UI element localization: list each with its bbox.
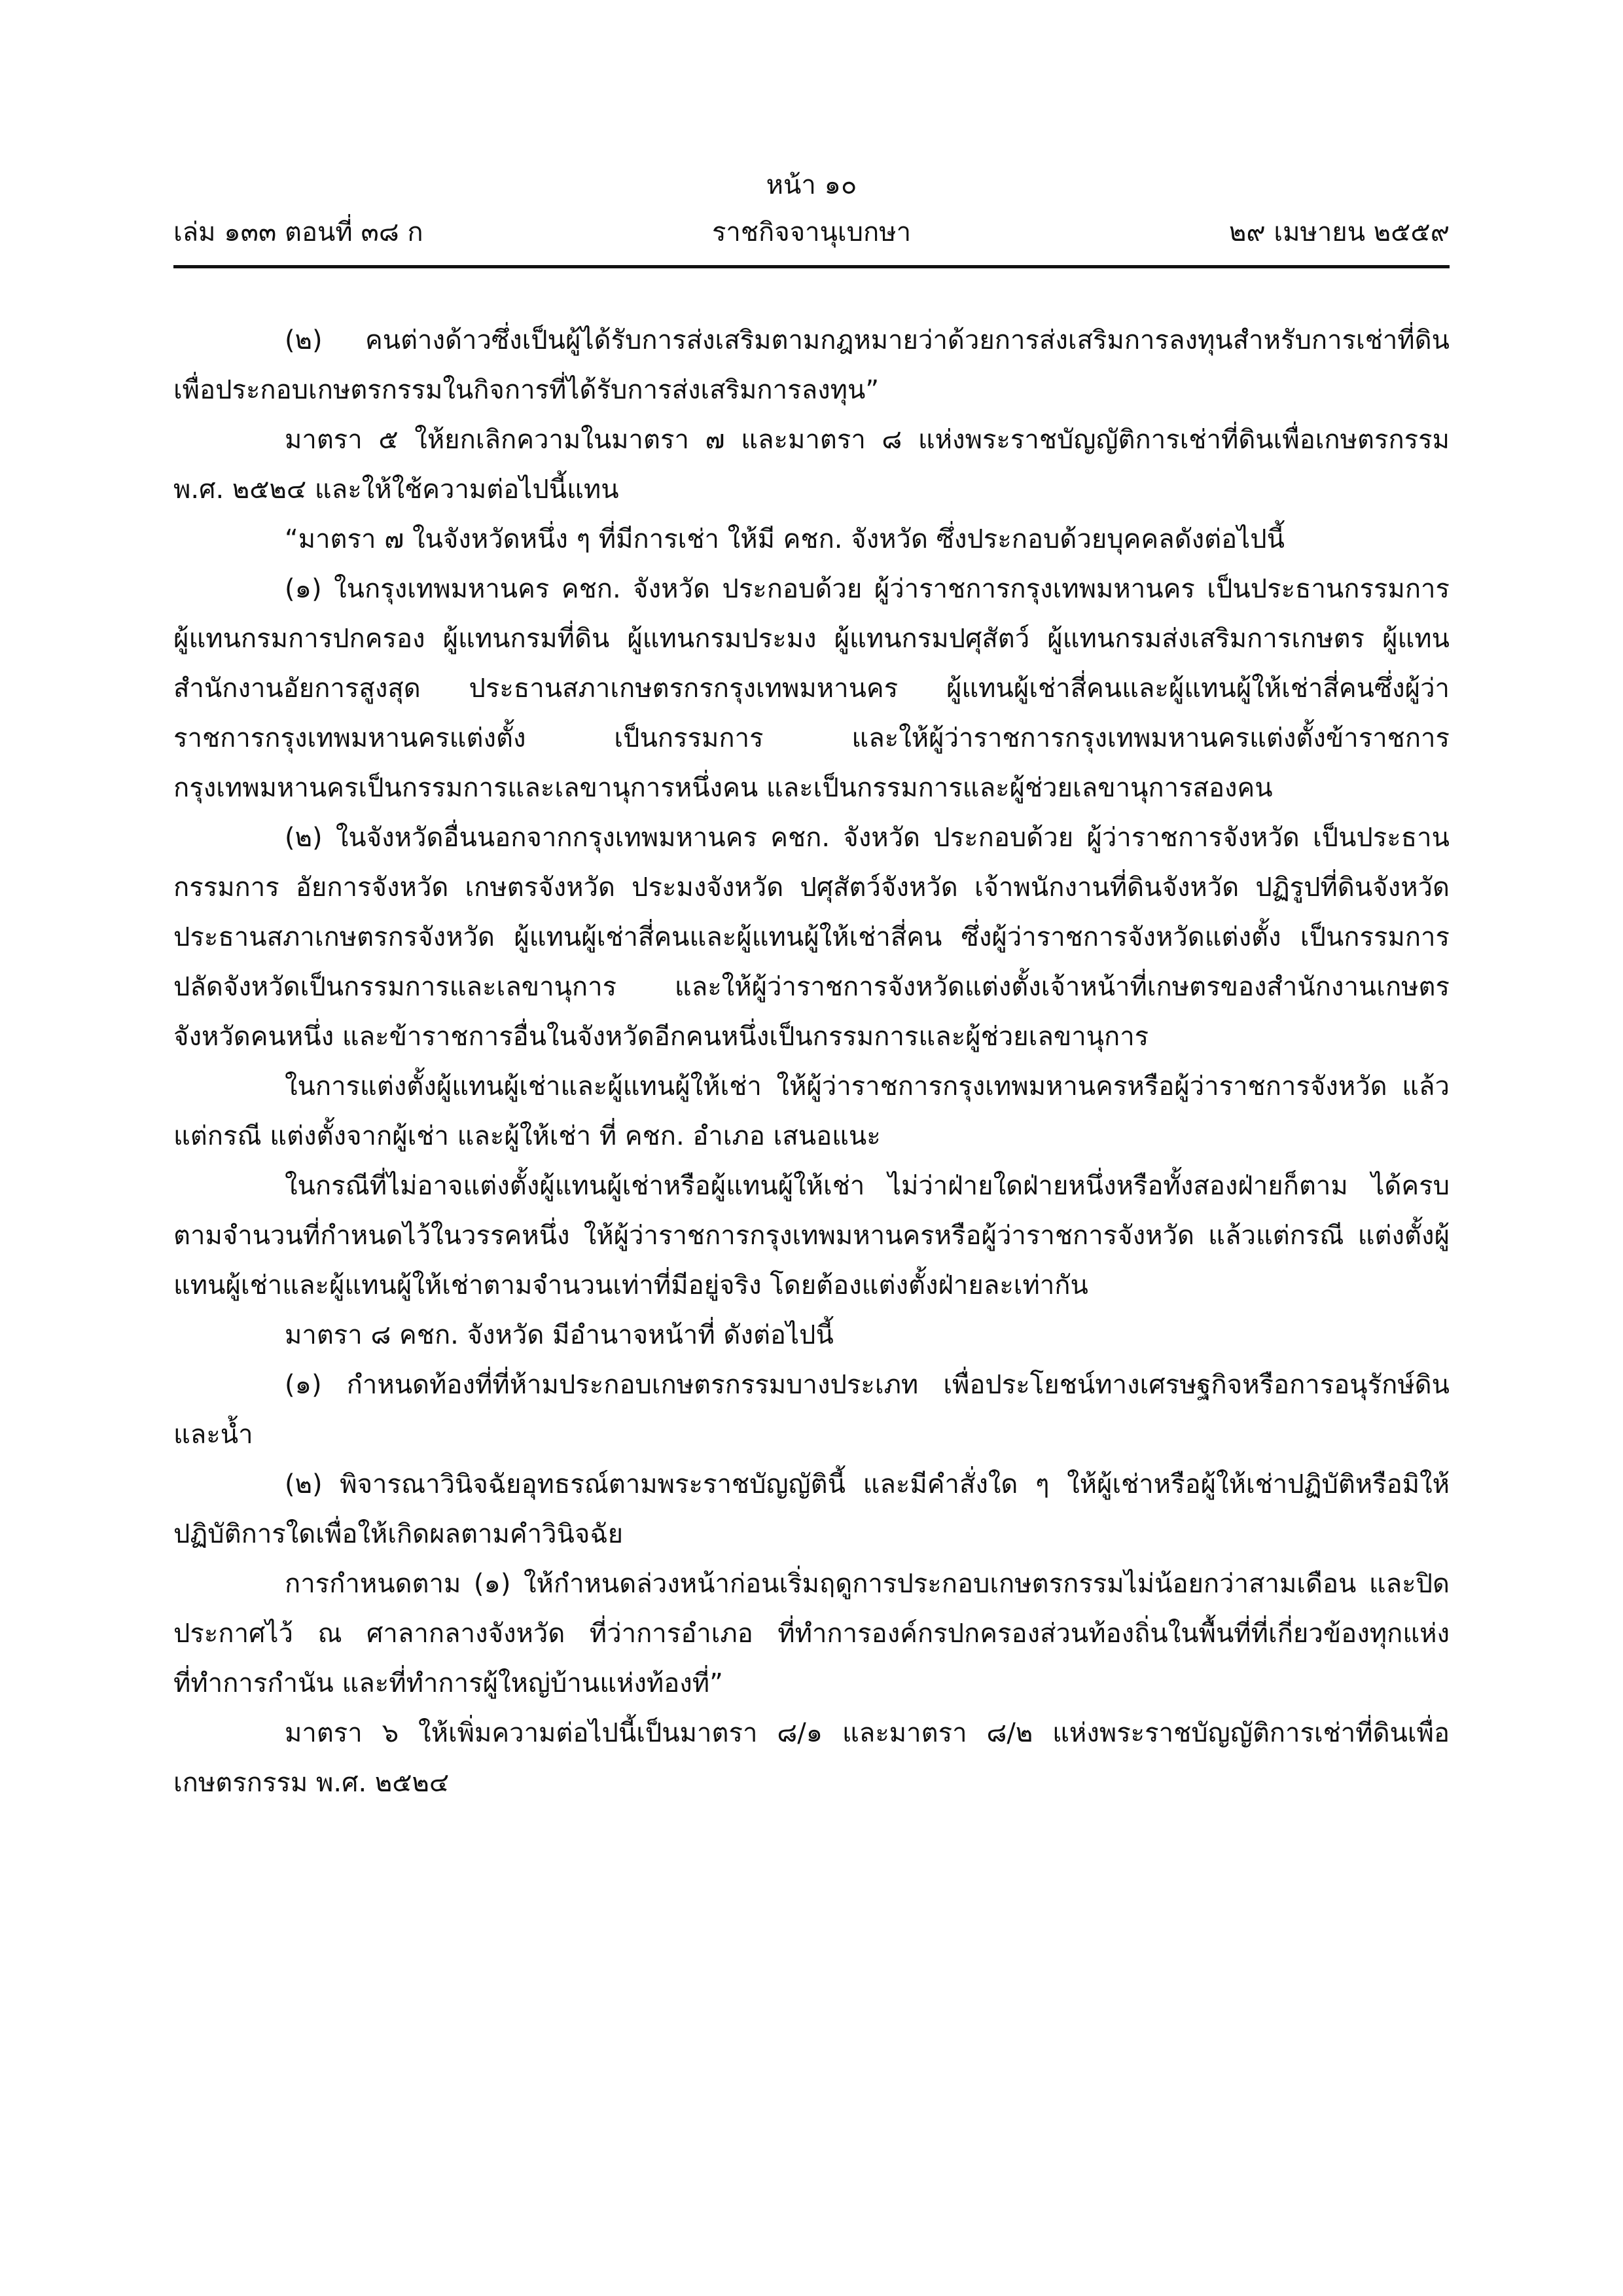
- paragraph-insufficient-representatives: ในกรณีที่ไม่อาจแต่งตั้งผู้แทนผู้เช่าหรือผู้แทนผู้ให้เช่า ไม่ว่าฝ่ายใดฝ่ายหนึ่งหรือทั้งสองฝ่ายก็ตาม ได้ครบตามจำนวนที่กำหนดไว้ในวรรคหนึ่ง ให้ผู้ว่าราชการกรุงเทพมหานครหรือผู้ว่าราชการจังหวัด แล้วแต่กรณี แต่งตั้งผู้แทนผู้เช่าและผู้แทนผู้ให้เช่าตามจำนวนเท่าที่มีอยู่จริง โดยต้องแต่งตั้งฝ่ายละเท่ากัน: [173, 1171, 1450, 1300]
- document-body: [173, 315, 1450, 1808]
- publication-date: ๒๙ เมษายน ๒๕๕๙: [1229, 217, 1450, 247]
- gazette-header: [0, 214, 1623, 253]
- paragraph-appointment: ในการแต่งตั้งผู้แทนผู้เช่าและผู้แทนผู้ให้เช่า ให้ผู้ว่าราชการกรุงเทพมหานครหรือผู้ว่าราชการจังหวัด แล้วแต่กรณี แต่งตั้งจากผู้เช่า และผู้ให้เช่า ที่ คชก. อำเภอ เสนอแนะ: [173, 1071, 1450, 1151]
- paragraph-bangkok-committee: (๑) ในกรุงเทพมหานคร คชก. จังหวัด ประกอบด้วย ผู้ว่าราชการกรุงเทพมหานคร เป็นประธานกรรมการ ผู้แทนกรมการปกครอง ผู้แทนกรมที่ดิน ผู้แทนกรมประมง ผู้แทนกรมปศุสัตว์ ผู้แทนกรมส่งเสริมการเกษตร ผู้แทนสำนักงานอัยการสูงสุด ประธานสภาเกษตรกรกรุงเทพมหานคร ผู้แทนผู้เช่าสี่คนและผู้แทนผู้ให้เช่าสี่คนซึ่งผู้ว่าราชการกรุงเทพมหานครแต่งตั้ง เป็นกรรมการ และให้ผู้ว่าราชการกรุงเทพมหานครแต่งตั้งข้าราชการกรุงเทพมหานครเป็นกรรมการและเลขานุการหนึ่งคน และเป็นกรรมการและผู้ช่วยเลขานุการสองคน: [173, 574, 1450, 803]
- paragraph-section-5: มาตรา ๕ ให้ยกเลิกความในมาตรา ๗ และมาตรา ๘ แห่งพระราชบัญญัติการเช่าที่ดินเพื่อเกษตรกรรม พ.ศ. ๒๕๒๔ และให้ใช้ความต่อไปนี้แทน: [173, 425, 1450, 505]
- publication-title: ราชกิจจานุเบกษา: [711, 217, 912, 247]
- volume-issue: เล่ม ๑๓๓ ตอนที่ ๓๘ ก: [173, 217, 423, 247]
- paragraph-alien-investor: (๒) คนต่างด้าวซึ่งเป็นผู้ได้รับการส่งเสริมตามกฎหมายว่าด้วยการส่งเสริมการลงทุนสำหรับการเช่าที่ดินเพื่อประกอบเกษตรกรรมในกิจการที่ได้รับการส่งเสริมการลงทุน”: [173, 325, 1450, 405]
- paragraph-announcement: การกำหนดตาม (๑) ให้กำหนดล่วงหน้าก่อนเริ่มฤดูการประกอบเกษตรกรรมไม่น้อยกว่าสามเดือน และปิดประกาศไว้ ณ ศาลากลางจังหวัด ที่ว่าการอำเภอ ที่ทำการองค์กรปกครองส่วนท้องถิ่นในพื้นที่ที่เกี่ยวข้องทุกแห่ง ที่ทำการกำนัน และที่ทำการผู้ใหญ่บ้านแห่งท้องที่”: [173, 1569, 1450, 1698]
- page-number: หน้า ๑๐: [766, 170, 857, 200]
- paragraph-section-6: มาตรา ๖ ให้เพิ่มความต่อไปนี้เป็นมาตรา ๘/๑ และมาตรา ๘/๒ แห่งพระราชบัญญัติการเช่าที่ดินเพื่อเกษตรกรรม พ.ศ. ๒๕๒๔: [173, 1718, 1450, 1798]
- paragraph-section-7: “มาตรา ๗ ในจังหวัดหนึ่ง ๆ ที่มีการเช่า ให้มี คชก. จังหวัด ซึ่งประกอบด้วยบุคคลดังต่อไปนี้: [285, 524, 1285, 554]
- paragraph-duty-2: (๒) พิจารณาวินิจฉัยอุทธรณ์ตามพระราชบัญญัตินี้ และมีคำสั่งใด ๆ ให้ผู้เช่าหรือผู้ให้เช่าปฏิบัติหรือมิให้ปฏิบัติการใดเพื่อให้เกิดผลตามคำวินิจฉัย: [173, 1469, 1450, 1549]
- paragraph-provincial-committee: (๒) ในจังหวัดอื่นนอกจากกรุงเทพมหานคร คชก. จังหวัด ประกอบด้วย ผู้ว่าราชการจังหวัด เป็นประธานกรรมการ อัยการจังหวัด เกษตรจังหวัด ประมงจังหวัด ปศุสัตว์จังหวัด เจ้าพนักงานที่ดินจังหวัด ปฏิรูปที่ดินจังหวัด ประธานสภาเกษตรกรจังหวัด ผู้แทนผู้เช่าสี่คนและผู้แทนผู้ให้เช่าสี่คน ซึ่งผู้ว่าราชการจังหวัดแต่งตั้ง เป็นกรรมการ ปลัดจังหวัดเป็นกรรมการและเลขานุการ และให้ผู้ว่าราชการจังหวัดแต่งตั้งเจ้าหน้าที่เกษตรของสำนักงานเกษตรจังหวัดคนหนึ่ง และข้าราชการอื่นในจังหวัดอีกคนหนึ่งเป็นกรรมการและผู้ช่วยเลขานุการ: [173, 823, 1450, 1052]
- paragraph-section-8: มาตรา ๘ คชก. จังหวัด มีอำนาจหน้าที่ ดังต่อไปนี้: [285, 1320, 834, 1350]
- header-divider: [173, 265, 1450, 268]
- paragraph-duty-1: (๑) กำหนดท้องที่ที่ห้ามประกอบเกษตรกรรมบางประเภท เพื่อประโยชน์ทางเศรษฐกิจหรือการอนุรักษ์ดินและน้ำ: [173, 1370, 1450, 1450]
